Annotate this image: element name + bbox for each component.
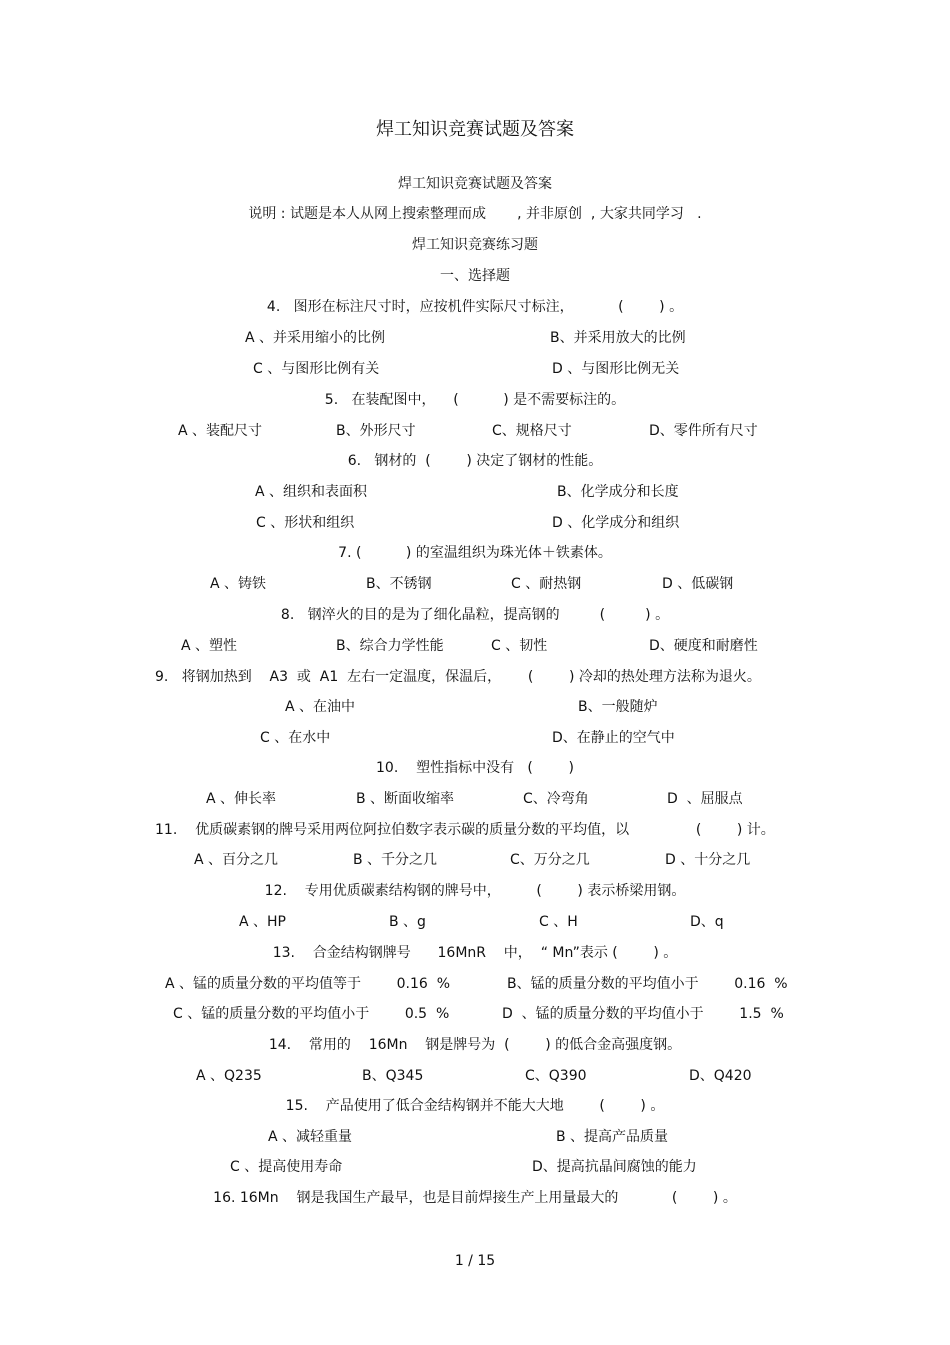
question-text: 13. 合金结构钢牌号 16MnR 中， “ Mn”表示 ( ) 。: [272, 945, 678, 961]
option-a: A 、在油中: [285, 699, 356, 715]
option-d: D 、屈服点: [667, 791, 743, 807]
option-a: A 、装配尺寸: [178, 423, 263, 439]
option-c: C、万分之几: [510, 852, 590, 868]
option-b: B 、g: [389, 914, 426, 930]
option-c: C 、锰的质量分数的平均值小于 0.5 %: [173, 1006, 450, 1022]
question-text: 11. 优质碳素钢的牌号采用两位阿拉伯数字表示碳的质量分数的平均值，以 ( ) 计。: [155, 822, 775, 838]
option-b: B、并采用放大的比例: [550, 330, 686, 346]
document-title: 焊工知识竞赛试题及答案: [376, 119, 574, 140]
option-c: C、规格尺寸: [492, 423, 572, 439]
option-a: A 、锰的质量分数的平均值等于 0.16 %: [165, 976, 451, 992]
option-c: C 、H: [539, 914, 578, 930]
question-text: 7. ( ) 的室温组织为珠光体＋铁素体。: [338, 545, 612, 561]
option-c: C 、与图形比例有关: [253, 361, 380, 377]
question-text: 4. 图形在标注尺寸时，应按机件实际尺寸标注， ( ) 。: [266, 299, 684, 315]
option-c: C 、形状和组织: [256, 515, 355, 531]
option-a: A 、塑性: [181, 638, 238, 654]
option-d: D 、低碳钢: [662, 576, 734, 592]
option-a: A 、并采用缩小的比例: [245, 330, 386, 346]
question-text: 10. 塑性指标中没有 ( ): [376, 760, 574, 776]
option-b: B 、断面收缩率: [356, 791, 455, 807]
option-a: A 、Q235: [196, 1068, 262, 1084]
option-d: D 、与图形比例无关: [552, 361, 680, 377]
option-b: B、一般随炉: [578, 699, 658, 715]
option-c: C 、韧性: [491, 638, 548, 654]
exercise-title: 焊工知识竞赛练习题: [412, 237, 538, 253]
option-b: B、Q345: [362, 1068, 424, 1084]
option-a: A 、减轻重量: [268, 1129, 353, 1145]
question-text: 12. 专用优质碳素结构钢的牌号中， ( ) 表示桥梁用钢。: [264, 883, 686, 899]
option-c: C、冷弯角: [523, 791, 589, 807]
question-text: 16. 16Mn 钢是我国生产最早，也是目前焊接生产上用量最大的 ( ) 。: [213, 1190, 737, 1206]
option-a: A 、铸铁: [210, 576, 267, 592]
question-text: 8. 钢淬火的目的是为了细化晶粒，提高钢的 ( ) 。: [280, 607, 670, 623]
question-text: 15. 产品使用了低合金结构钢并不能大大地 ( ) 。: [285, 1098, 665, 1114]
question-text: 5. 在装配图中， ( ) 是不需要标注的。: [324, 392, 626, 408]
option-d: D 、化学成分和组织: [552, 515, 680, 531]
option-d: D 、十分之几: [665, 852, 751, 868]
option-b: B 、千分之几: [353, 852, 438, 868]
question-text: 9. 将钢加热到 A3 或 A1 左右一定温度，保温后， ( ) 冷却的热处理方法称为退火。: [155, 669, 761, 685]
page-indicator: 1 / 15: [454, 1253, 496, 1269]
option-d: D、q: [690, 914, 724, 930]
option-a: A 、伸长率: [206, 791, 277, 807]
question-text: 14. 常用的 16Mn 钢是牌号为 ( ) 的低合金高强度钢。: [268, 1037, 682, 1053]
option-b: B、综合力学性能: [336, 638, 444, 654]
option-d: D 、锰的质量分数的平均值小于 1.5 %: [502, 1006, 784, 1022]
option-c: C 、提高使用寿命: [230, 1159, 343, 1175]
option-d: D、硬度和耐磨性: [649, 638, 758, 654]
section-title: 一、选择题: [440, 268, 510, 284]
option-a: A 、百分之几: [194, 852, 279, 868]
option-a: A 、组织和表面积: [255, 484, 368, 500]
option-b: B、不锈钢: [366, 576, 432, 592]
note-text: 说明 : 试题是本人从网上搜索整理而成 , 并非原创 , 大家共同学习 .: [248, 206, 702, 222]
option-a: A 、HP: [239, 914, 286, 930]
option-d: D、零件所有尺寸: [649, 423, 758, 439]
sub-title: 焊工知识竞赛试题及答案: [398, 176, 552, 192]
question-text: 6. 钢材的 ( ) 决定了钢材的性能。: [347, 453, 603, 469]
option-b: B、外形尺寸: [336, 423, 416, 439]
option-c: C 、耐热钢: [511, 576, 582, 592]
option-d: D、提高抗晶间腐蚀的能力: [532, 1159, 697, 1175]
option-d: D、Q420: [689, 1068, 752, 1084]
option-b: B 、提高产品质量: [556, 1129, 669, 1145]
option-b: B、锰的质量分数的平均值小于 0.16 %: [507, 976, 788, 992]
option-c: C 、在水中: [260, 730, 331, 746]
option-c: C、Q390: [525, 1068, 587, 1084]
option-d: D、在静止的空气中: [552, 730, 675, 746]
option-b: B、化学成分和长度: [557, 484, 679, 500]
